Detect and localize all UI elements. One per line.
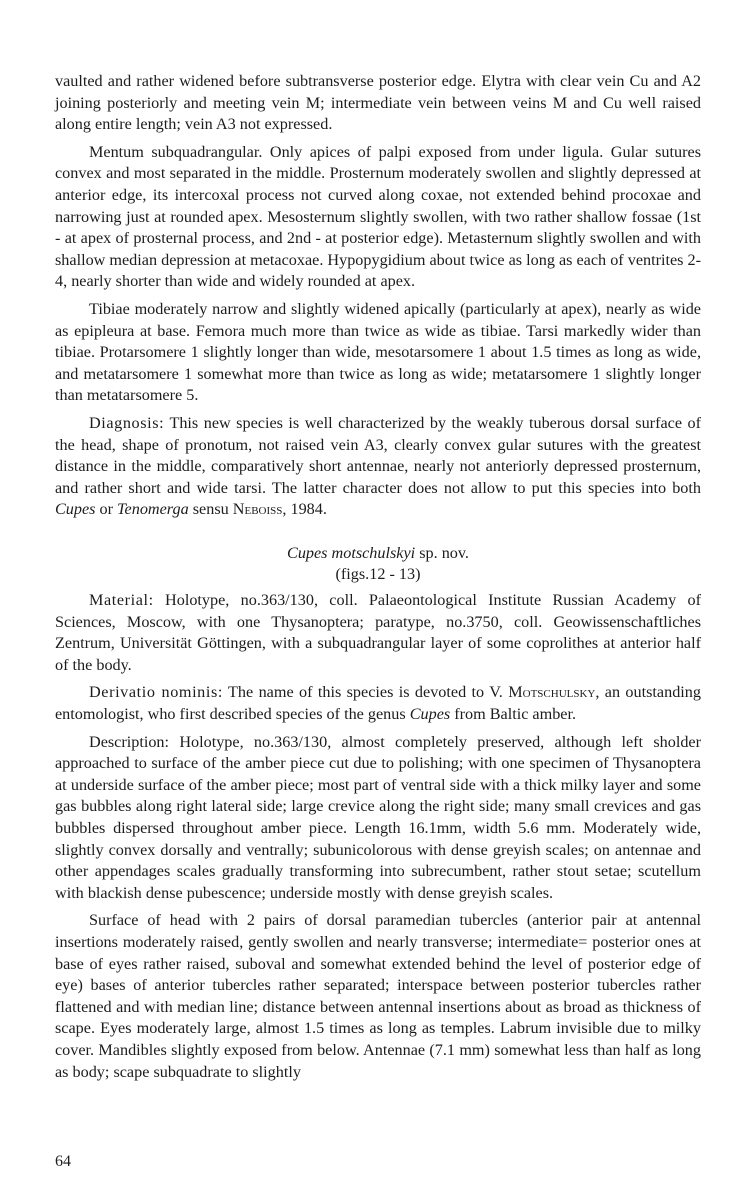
paragraph-tibiae: Tibiae moderately narrow and slightly widened apically (particularly at apex), nearly as wide as epipleura at base. Femora much more than twice as wide as tibiae. Tarsi markedly wider than tibiae. Protarsomere 1 slightly longer than wide, mesotarsomere 1 about 1.5 times as long as wide, and metatarsomere 1 somewhat more than twice as long as wide; metatarsomere 1 slightly longer than metatarsomere 5.: [55, 299, 701, 405]
species-name: Cupes motschulskyi: [287, 543, 416, 562]
genus-tenomerga: Tenomerga: [117, 500, 189, 519]
figure-reference: (figs.12 - 13): [335, 565, 421, 584]
author-neboiss: Neboiss: [232, 500, 283, 519]
species-title: [55, 543, 701, 565]
derivatio-text-a: The name of this species is devoted to V.: [222, 683, 509, 702]
paragraph-diagnosis: [55, 413, 701, 521]
genus-cupes-2: Cupes: [409, 705, 451, 724]
author-motschulsky: Motschulsky: [508, 683, 596, 702]
species-heading: [55, 543, 701, 586]
material-text: Holotype, no.363/130, coll. Palaeontological Institute Russian Academy of Sciences, Moscow, with one Thysanoptera; paratype, no.3750, coll. Geowissenschaftliches Zentrum, Universität Göttingen, with a subquadrangular layer of some coprolithes at anterior half of the body.: [55, 591, 701, 674]
diagnosis-text: This new species is well characterized by the weakly tuberous dorsal surface of the head, shape of pronotum, not raised vein A3, clearly convex gular sutures with the greatest distance in the middle, comparatively short antennae, nearly not anteriorly depressed prosternum, and rather short and wide tarsi. The latter character does not allow to put this species into both: [55, 413, 701, 497]
diagnosis-year: , 1984.: [282, 500, 327, 519]
paragraph-material: [55, 590, 701, 676]
paragraph-derivatio: [55, 682, 701, 725]
paragraph-head-surface: Surface of head with 2 pairs of dorsal paramedian tubercles (anterior pair at antennal insertions moderately raised, gently swollen and nearly transverse; intermediate= posterior ones at base of eyes rather raised, suboval and somewhat extended behind the level of posterior edge of eye) bases of anterior tubercles rather separated; interspace between posterior tubercles rather flattened and with median line; distance between antennal insertions about as broad as thickness of scape. Eyes moderately large, almost 1.5 times as long as temples. Labrum invisible due to milky cover. Mandibles slightly exposed from below. Antennae (7.1 mm) somewhat less than half as long as body; scape subquadrate to slightly: [55, 911, 701, 1081]
paragraph-description: Description: Holotype, no.363/130, almost completely preserved, although left sholder approached to surface of the amber piece cut due to polishing; with one specimen of Thysanoptera at underside surface of the amber piece; most part of ventral side with a thick milky layer and some gas bubbles along right lateral side; large crevice along the right side; many small crevices and gas bubbles dispersed throughout amber piece. Length 16.1mm, width 5.6 mm. Moderately wide, slightly convex dorsally and ventrally; subunicolorous with dense greyish scales; on antennae and other appendages scales gradually transforming into subrecumbent, rather stout setae; scutellum with blackish dense pubescence; underside mostly with dense greyish scales.: [55, 732, 701, 902]
diagnosis-or: or: [95, 500, 118, 519]
diagnosis-label: Diagnosis:: [89, 413, 165, 432]
paragraph-elytra: vaulted and rather widened before subtransverse posterior edge. Elytra with clear vein Cu and A2 joining posteriorly and meeting vein M; intermediate vein between veins M and Cu well raised along entire length; vein A3 not expressed.: [55, 72, 701, 134]
paragraph-mentum: Mentum subquadrangular. Only apices of palpi exposed from under ligula. Gular sutures convex and most separated in the middle. Prosternum moderately swollen and slightly depressed at anterior edge, its intercoxal process not curved along coxae, not extended behind procoxae and narrowing just at rounded apex. Mesosternum slightly swollen, with two rather shallow fossae (1st - at apex of prosternal process, and 2nd - at posterior edge). Metasternum slightly swollen and with shallow median depression at metacoxae. Hypopygidium about twice as long as each of ventrites 2-4, nearly shorter than wide and widely rounded at apex.: [55, 142, 701, 291]
page-number: 64: [55, 1153, 71, 1170]
derivatio-label: Derivatio nominis:: [89, 683, 223, 702]
text-column: [55, 71, 701, 1089]
material-label: Material:: [89, 591, 154, 610]
derivatio-text-b: , an outstanding entomologist, who first described species of the genus: [55, 683, 701, 724]
genus-cupes: Cupes: [55, 500, 96, 519]
diagnosis-sensu: sensu: [188, 500, 233, 519]
species-suffix: sp. nov.: [415, 543, 469, 562]
derivatio-text-c: from Baltic amber.: [450, 705, 577, 724]
